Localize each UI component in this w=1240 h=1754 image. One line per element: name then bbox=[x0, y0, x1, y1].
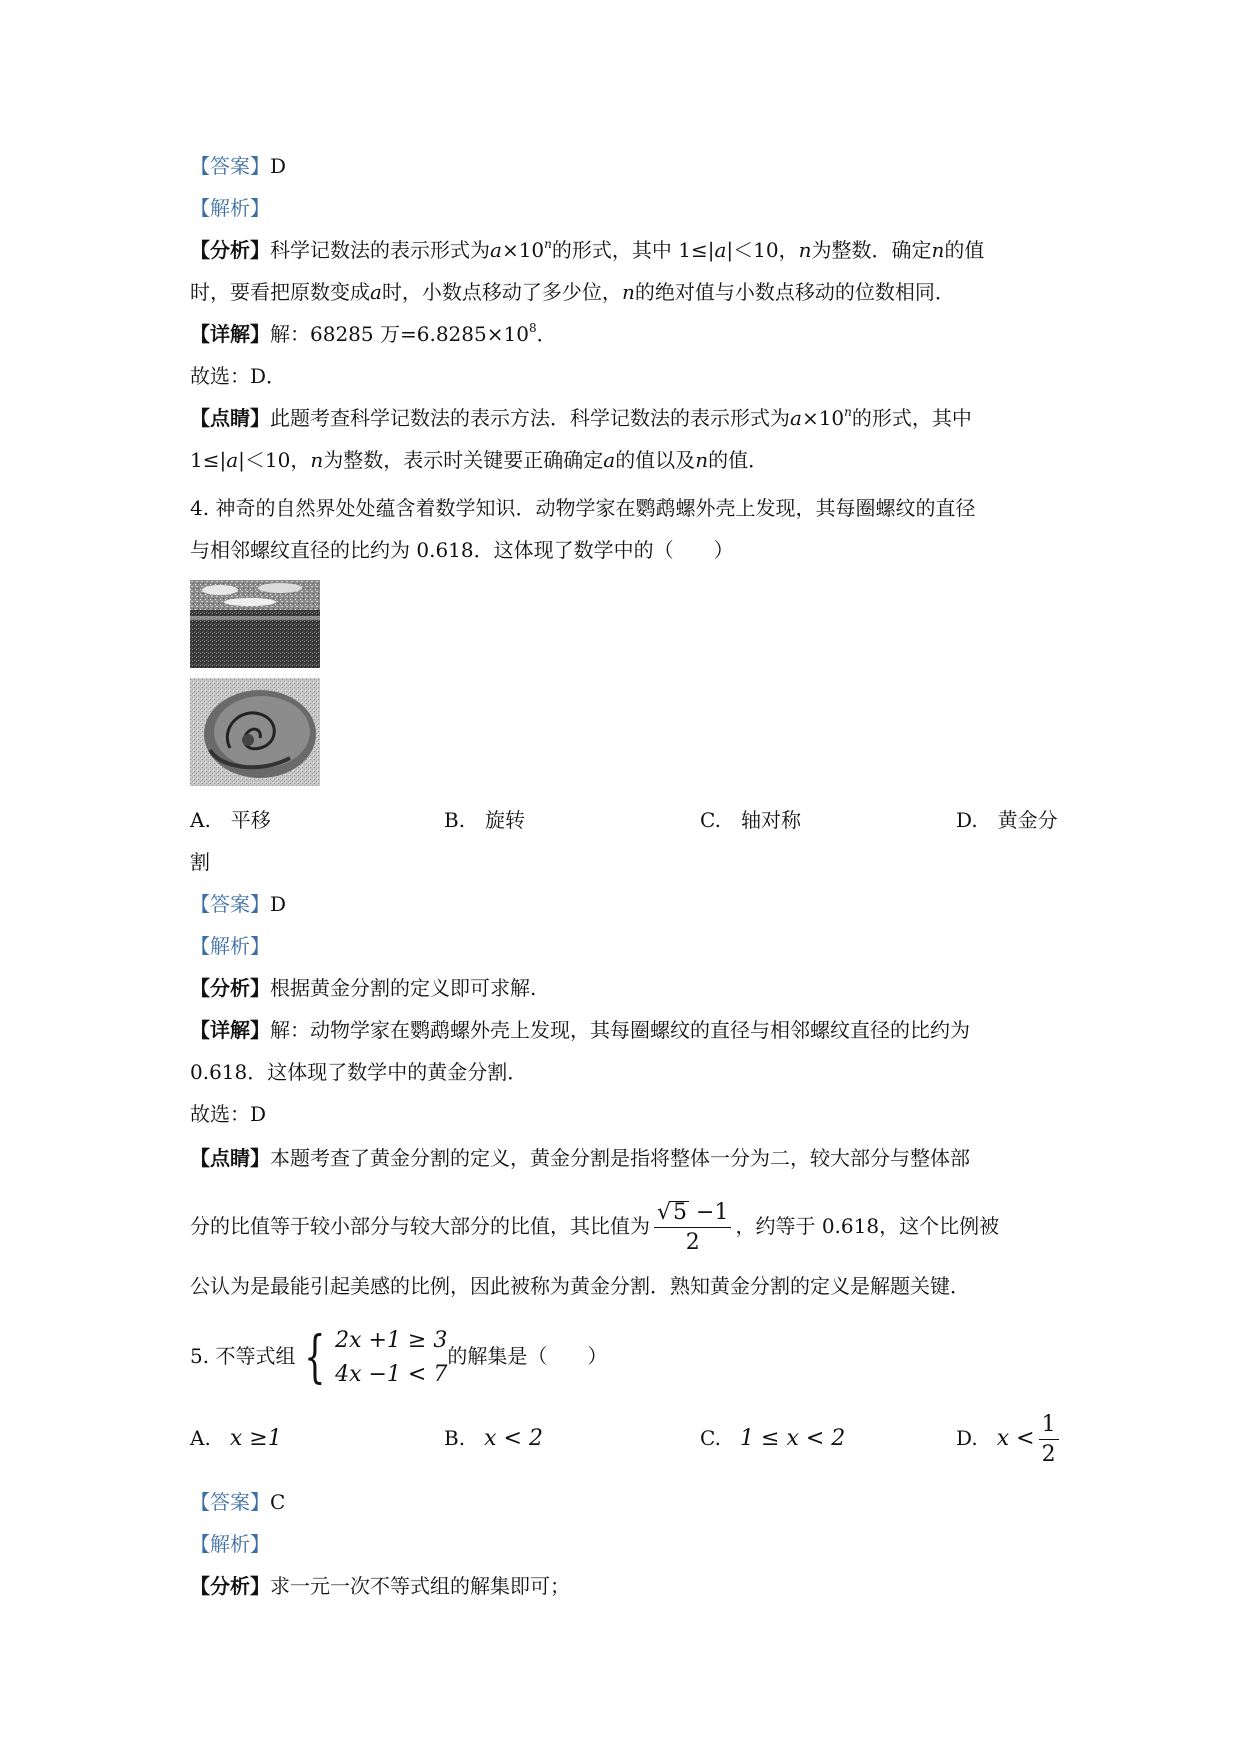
q3-guxuan-line bbox=[190, 362, 286, 390]
option-text: x ≥1 bbox=[229, 1426, 282, 1451]
text: |＜10， bbox=[238, 448, 311, 472]
var-n: n bbox=[310, 448, 324, 472]
option-label: B. bbox=[444, 1426, 466, 1450]
q5-option-d[interactable] bbox=[956, 1408, 1063, 1469]
q4-option-a[interactable]: A. 平移 bbox=[190, 808, 271, 832]
q4-xiangjie-line-1 bbox=[190, 1016, 970, 1044]
var-a: a bbox=[370, 280, 382, 304]
var-n: n bbox=[798, 238, 812, 262]
dianjing-tag: 【点睛】 bbox=[190, 1146, 270, 1170]
exp-8: 8 bbox=[528, 321, 537, 335]
q3-analysis-line bbox=[190, 194, 270, 222]
q4-stem-line-1: 4. 神奇的自然界处处蕴含着数学知识．动物学家在鹦鹉螺外壳上发现，其每圈螺纹的直径 bbox=[190, 496, 976, 520]
inequality-system bbox=[335, 1324, 447, 1392]
var-n: n bbox=[621, 280, 635, 304]
q4-option-b[interactable]: B. 旋转 bbox=[444, 808, 526, 832]
xiangjie-tag: 【详解】 bbox=[190, 1018, 270, 1042]
text: 此题考查科学记数法的表示方法．科学记数法的表示形式为 bbox=[270, 406, 790, 430]
answer-tag: 【答案】 bbox=[190, 154, 270, 178]
q3-fenxi-line-2 bbox=[190, 278, 955, 306]
var-a: a bbox=[790, 406, 802, 430]
answer-tag: 【答案】 bbox=[190, 1490, 270, 1514]
answer-tag: 【答案】 bbox=[190, 892, 270, 916]
text: 求一元一次不等式组的解集即可； bbox=[270, 1574, 570, 1598]
text: 的值． bbox=[708, 448, 769, 472]
q4-option-d[interactable]: D. 黄金分 bbox=[956, 808, 1058, 832]
q5-stem-line bbox=[190, 1318, 607, 1394]
sqrt-radicand: 5 bbox=[673, 1200, 688, 1225]
numerator-rest: −1 bbox=[689, 1200, 729, 1225]
left-brace: { bbox=[304, 1324, 326, 1390]
q3-answer-line bbox=[190, 152, 286, 180]
answer-value: D bbox=[270, 892, 287, 916]
text: ×10 bbox=[501, 238, 545, 262]
text: ． bbox=[536, 322, 557, 346]
text: 根据黄金分割的定义即可求解. bbox=[270, 976, 537, 1000]
fraction-denominator: 2 bbox=[1041, 1441, 1056, 1467]
option-text: 1 ≤ x < 2 bbox=[740, 1426, 846, 1451]
text: 的值 bbox=[944, 238, 985, 262]
fenxi-tag: 【分析】 bbox=[190, 1574, 270, 1598]
landscape-photo bbox=[190, 580, 320, 668]
var-a: a bbox=[603, 448, 616, 472]
text: 的形式，其中 bbox=[851, 406, 972, 430]
text: 分的比值等于较小部分与较大部分的比值，其比值为 bbox=[190, 1214, 650, 1238]
q5-option-b[interactable] bbox=[444, 1424, 543, 1453]
text: 解：68285 万=6.8285×10 bbox=[270, 322, 529, 346]
exp-n: n bbox=[544, 237, 552, 251]
text: ，约等于 0.618，这个比例被 bbox=[735, 1214, 1000, 1238]
text: 的形式，其中 1≤| bbox=[551, 238, 715, 262]
text: 的解集是（ ） bbox=[447, 1344, 608, 1368]
option-text: x < bbox=[996, 1426, 1035, 1451]
text: 解：动物学家在鹦鹉螺外壳上发现，其每圈螺纹的直径与相邻螺纹直径的比约为 bbox=[270, 1018, 970, 1042]
var-a: a bbox=[490, 238, 502, 262]
q5-fenxi-line bbox=[190, 1572, 570, 1600]
q4-analysis-line bbox=[190, 932, 270, 960]
q4-option-d-wrap: 割 bbox=[190, 850, 210, 874]
dianjing-tag: 【点睛】 bbox=[190, 406, 270, 430]
exp-n: n bbox=[844, 405, 852, 419]
inequality-1: 2x +1 ≥ 3 bbox=[335, 1327, 448, 1353]
text: 本题考查了黄金分割的定义，黄金分割是指将整体一分为二，较大部分与整体部 bbox=[270, 1146, 970, 1170]
q5-answer-line bbox=[190, 1488, 285, 1516]
q4-dianjing-line-1 bbox=[190, 1144, 970, 1172]
q4-xiangjie-line-2: 0.618．这体现了数学中的黄金分割． bbox=[190, 1060, 528, 1084]
var-a: a bbox=[714, 238, 727, 262]
text: 故选：D． bbox=[190, 364, 287, 388]
q3-xiangjie-line bbox=[190, 320, 557, 351]
var-a: a bbox=[226, 448, 239, 472]
var-n: n bbox=[931, 238, 945, 262]
option-label: D. bbox=[956, 1426, 978, 1450]
analysis-tag: 【解析】 bbox=[190, 196, 270, 220]
q5-option-a[interactable] bbox=[190, 1424, 282, 1453]
q4-dianjing-line-2 bbox=[190, 1196, 999, 1256]
half-fraction bbox=[1039, 1411, 1059, 1467]
text: 为整数．确定 bbox=[811, 238, 932, 262]
analysis-tag: 【解析】 bbox=[190, 1532, 270, 1556]
fraction-denominator: 2 bbox=[685, 1230, 700, 1255]
fenxi-tag: 【分析】 bbox=[190, 238, 270, 262]
q4-answer-line bbox=[190, 890, 286, 918]
fraction-numerator: √5 −1 bbox=[654, 1201, 731, 1228]
q4-option-c[interactable]: C. 轴对称 bbox=[700, 808, 801, 832]
text: 5. 不等式组 bbox=[190, 1344, 296, 1368]
fraction-numerator: 1 bbox=[1039, 1414, 1059, 1440]
text: 科学记数法的表示形式为 bbox=[270, 238, 490, 262]
text: |＜10， bbox=[726, 238, 799, 262]
inequality-2: 4x −1 < 7 bbox=[335, 1361, 448, 1387]
answer-value: C bbox=[270, 1490, 286, 1514]
q3-fenxi-line-1 bbox=[190, 236, 984, 267]
var-n: n bbox=[695, 448, 709, 472]
option-label: C. bbox=[700, 1426, 721, 1450]
nautilus-shell-photo bbox=[190, 678, 320, 786]
option-text: x < 2 bbox=[484, 1426, 543, 1451]
analysis-tag: 【解析】 bbox=[190, 934, 270, 958]
answer-value: D bbox=[270, 154, 287, 178]
fenxi-tag: 【分析】 bbox=[190, 976, 270, 1000]
option-label: A. bbox=[190, 1426, 211, 1450]
golden-ratio-fraction bbox=[654, 1201, 731, 1254]
text: 时，要看把原数变成 bbox=[190, 280, 370, 304]
text: 的绝对值与小数点移动的位数相同． bbox=[634, 280, 955, 304]
q3-dianjing-line-1 bbox=[190, 404, 972, 435]
text: 1≤| bbox=[190, 448, 227, 472]
q5-analysis-line bbox=[190, 1530, 270, 1558]
q4-guxuan-line: 故选：D bbox=[190, 1102, 267, 1126]
q4-stem-line-2: 与相邻螺纹直径的比约为 0.618．这体现了数学中的（ ） bbox=[190, 538, 734, 562]
q4-dianjing-line-3: 公认为是最能引起美感的比例，因此被称为黄金分割．熟知黄金分割的定义是解题关键． bbox=[190, 1274, 970, 1298]
q5-option-c[interactable] bbox=[700, 1424, 845, 1453]
q3-dianjing-line-2 bbox=[190, 446, 768, 474]
text: 时，小数点移动了多少位， bbox=[381, 280, 622, 304]
text: 的值以及 bbox=[615, 448, 696, 472]
xiangjie-tag: 【详解】 bbox=[190, 322, 270, 346]
text: ×10 bbox=[801, 406, 845, 430]
text: 为整数，表示时关键要正确确定 bbox=[323, 448, 604, 472]
q4-fenxi-line bbox=[190, 974, 536, 1002]
